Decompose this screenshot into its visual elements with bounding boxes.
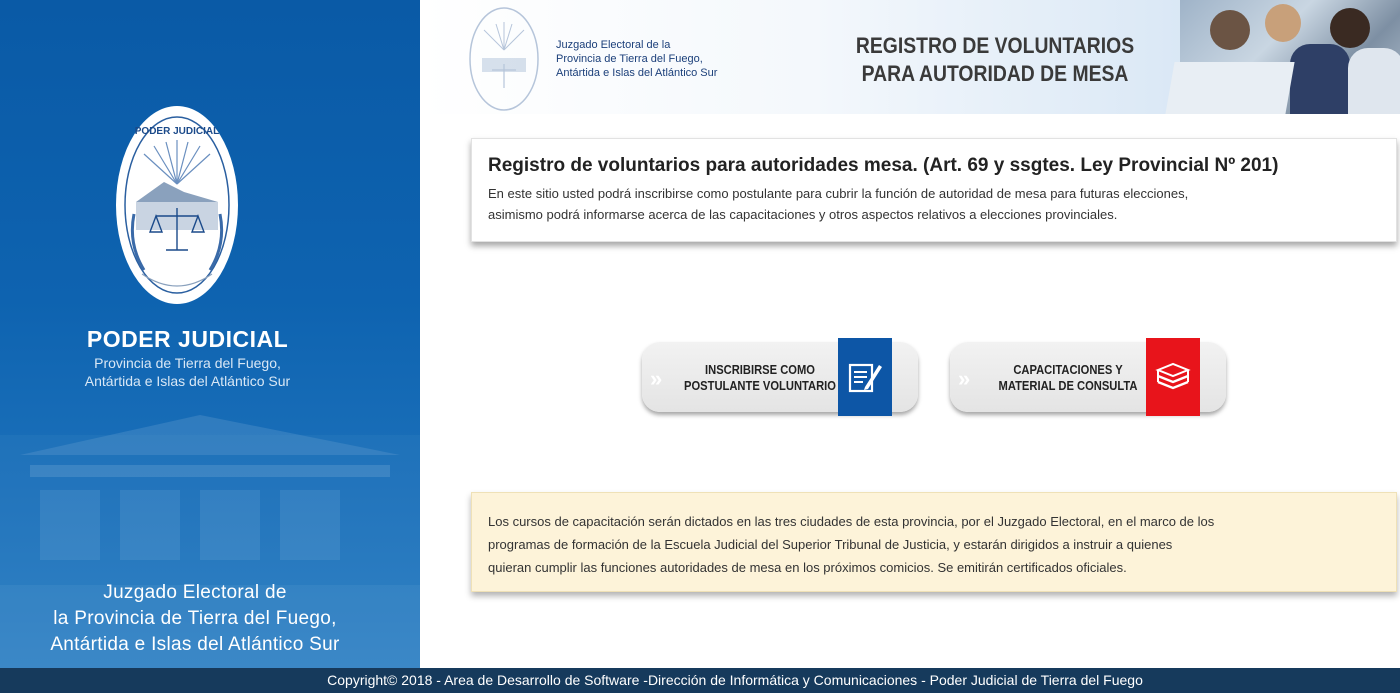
header-banner	[420, 0, 1400, 114]
banner-court-name	[556, 38, 717, 80]
register-label-line: POSTULANTE VOLUNTARIO	[684, 378, 836, 393]
notice-line: Los cursos de capacitación serán dictados en las tres ciudades de esta provincia, por el Juzgado Electoral, en el marco de los	[488, 514, 1215, 529]
brand-title: PODER JUDICIAL	[86, 326, 289, 352]
notice-line: programas de formación de la Escuela Judicial del Superior Tribunal de Justicia, y estarán dirigidos a instruir a quienes	[488, 537, 1173, 552]
seal-icon	[114, 104, 240, 306]
brand-subtitle-line: Antártida e Islas del Atlántico Sur	[84, 373, 291, 389]
registry-heading: Registro de voluntarios para autoridades mesa. (Art. 69 y ssgtes. Ley Provincial Nº 201)	[488, 155, 1279, 176]
brand-subtitle-line: Provincia de Tierra del Fuego,	[94, 355, 281, 371]
register-volunteer-button[interactable]	[642, 338, 920, 416]
training-materials-button[interactable]	[950, 338, 1228, 416]
training-label-line: CAPACITACIONES Y	[1013, 362, 1123, 377]
chevron-right-icon: »	[650, 366, 657, 391]
banner-court-line: Provincia de Tierra del Fuego,	[556, 53, 703, 65]
sidebar	[0, 0, 420, 668]
brand-subtitle	[0, 354, 375, 390]
page-title-line: REGISTRO DE VOLUNTARIOS	[855, 33, 1135, 58]
seal-text: PODER JUDICIAL	[134, 126, 220, 137]
poder-judicial-seal	[114, 104, 240, 306]
training-button-label	[991, 362, 1146, 394]
books-stack-icon	[1146, 338, 1200, 416]
registry-description-line: asimismo podrá informarse acerca de las capacitaciones y otros aspectos relativos a elecciones provinciales.	[488, 207, 1118, 222]
register-button-label	[683, 362, 838, 394]
page-title-line: PARA AUTORIDAD DE MESA	[861, 61, 1129, 86]
chevron-right-icon: »	[958, 366, 965, 391]
banner-court-line: Antártida e Islas del Atlántico Sur	[556, 67, 718, 79]
registry-description-line: En este sitio usted podrá inscribirse como postulante para cubrir la función de autoridad de mesa para futuras elecciones,	[488, 186, 1189, 201]
court-name-line: Antártida e Islas del Atlántico Sur	[50, 634, 340, 655]
footer-copyright: Copyright© 2018 - Area de Desarrollo de Software -Dirección de Informática y Comunicaciones - Poder Judicial de Tierra del Fuego	[0, 668, 1400, 693]
register-label-line: INSCRIBIRSE COMO	[705, 362, 815, 377]
banner-seal-icon	[468, 6, 540, 112]
banner-photo	[1180, 0, 1400, 114]
court-name	[0, 580, 390, 658]
notice-line: quieran cumplir las funciones autoridades de mesa en los próximos comicios. Se emitirán certificados oficiales.	[488, 560, 1127, 575]
registry-description	[488, 183, 1380, 225]
banner-court-line: Juzgado Electoral de la	[556, 39, 671, 51]
training-notice	[471, 492, 1397, 592]
registry-info-card	[471, 138, 1397, 242]
page-title	[850, 32, 1140, 88]
court-name-line: Juzgado Electoral de	[103, 582, 287, 603]
court-name-line: la Provincia de Tierra del Fuego,	[53, 608, 337, 629]
training-label-line: MATERIAL DE CONSULTA	[998, 378, 1138, 393]
form-pencil-icon	[838, 338, 892, 416]
